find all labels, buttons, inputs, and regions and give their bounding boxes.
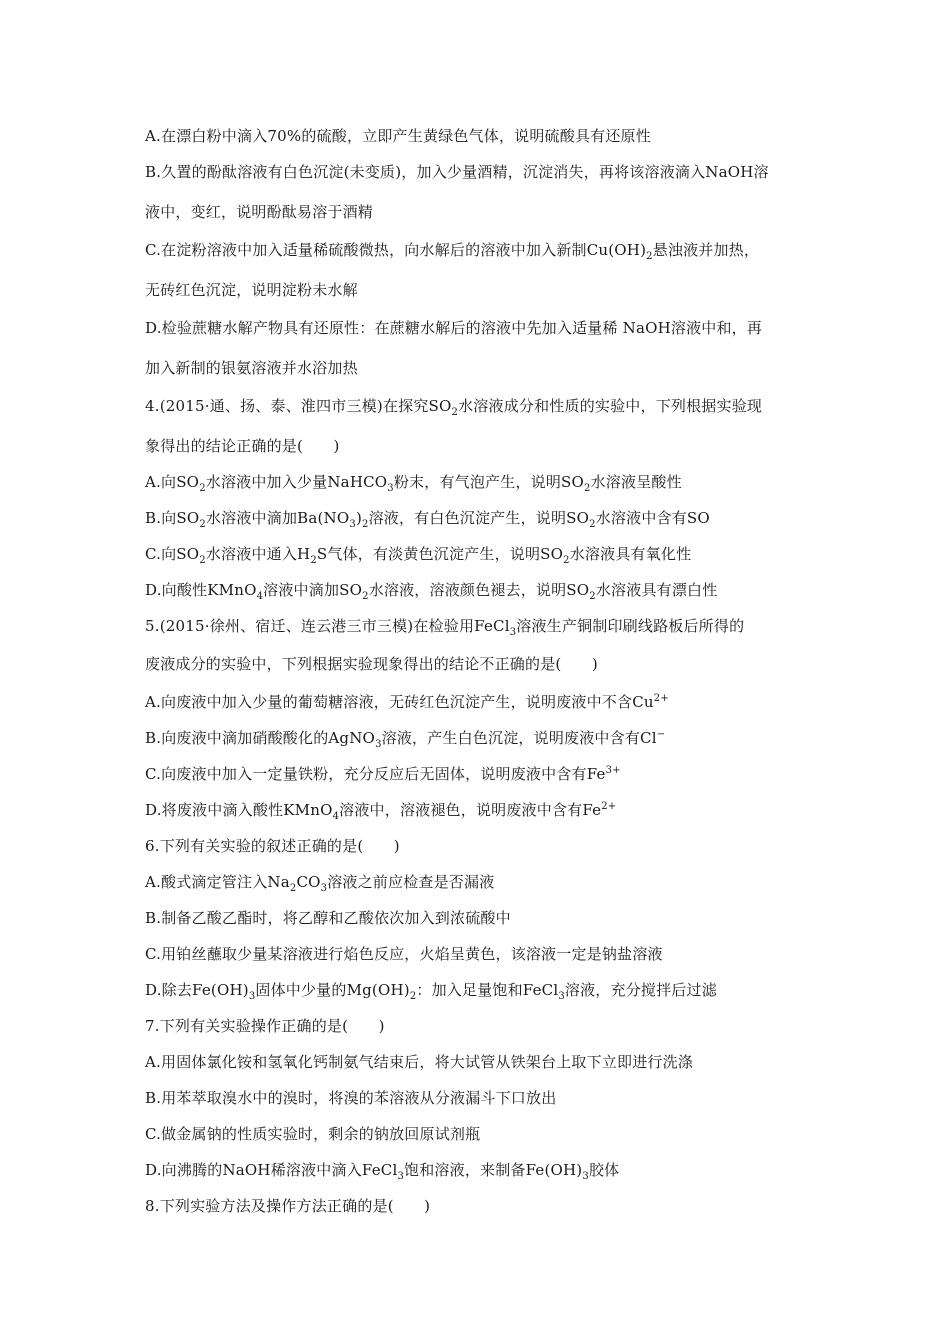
option-d-q4: D.向酸性KMnO$_4$溶液中滴加$SO_2$水溶液，溶液颜色褪去，说明$SO_2$水溶液具有漂白性 (145, 581, 718, 602)
question-6: 6.下列有关实验的叙述正确的是( ) (145, 837, 400, 855)
question-4-cont: 象得出的结论正确的是( ) (145, 437, 340, 455)
option-c-q5: C.向废液中加入一定量铁粉，充分反应后无固体，说明废液中含有$Fe^{3+}$ (145, 765, 621, 783)
question-5-cont: 废液成分的实验中，下列根据实验现象得出的结论不正确的是( ) (145, 655, 598, 673)
option-d-q3: D.检验蔗糖水解产物具有还原性：在蔗糖水解后的溶液中先加入适量稀 NaOH溶液中和，再 (145, 319, 763, 337)
option-d-q6: D.除去$Fe(OH)_3$固体中少量的$Mg(OH)_2$：加入足量饱和FeCl$_3$溶液，充分搅拌后过滤 (145, 981, 717, 1002)
option-c-q3: C.在淀粉溶液中加入适量稀硫酸微热，向水解后的溶液中加入新制$Cu(OH)_2$悬浊液并加热， (145, 241, 760, 262)
option-d-q5: D.将废液中滴入酸性KMnO$_4$溶液中，溶液褪色，说明废液中含有$Fe^{2+}$ (145, 801, 617, 822)
option-c-q7: C.做金属钠的性质实验时，剩余的钠放回原试剂瓶 (145, 1125, 481, 1143)
option-a-q3: A.在漂白粉中滴入70%的硫酸，立即产生黄绿色气体，说明硫酸具有还原性 (145, 127, 651, 145)
option-d-q7: D.向沸腾的NaOH稀溶液中滴入FeCl$_3$饱和溶液，来制备$Fe(OH)_3$胶体 (145, 1161, 620, 1182)
option-a-q5: A.向废液中加入少量的葡萄糖溶液，无砖红色沉淀产生，说明废液中不含$Cu^{2+}$ (145, 693, 669, 711)
option-b-q7: B.用苯萃取溴水中的溴时，将溴的苯溶液从分液漏斗下口放出 (145, 1089, 557, 1107)
option-b-q5: B.向废液中滴加硝酸酸化的AgNO$_3$溶液，产生白色沉淀，说明废液中含有Cl− (145, 729, 666, 750)
question-8: 8.下列实验方法及操作方法正确的是( ) (145, 1197, 431, 1215)
option-b-q6: B.制备乙酸乙酯时，将乙醇和乙酸依次加入到浓硫酸中 (145, 909, 511, 927)
question-4: 4.(2015·通、扬、泰、淮四市三模)在探究$SO_2$水溶液成分和性质的实验中，下列根据实验现 (145, 397, 763, 418)
question-5: 5.(2015·徐州、宿迁、连云港三市三模)在检验用FeCl$_3$溶液生产铜制印刷线路板后所得的 (145, 617, 745, 638)
option-a-q6: A.酸式滴定管注入$Na_2CO_3$溶液之前应检查是否漏液 (145, 873, 495, 894)
option-a-q4: A.向$SO_2$水溶液中加入少量NaHCO$_3$粉末，有气泡产生，说明$SO_2$水溶液呈酸性 (145, 473, 682, 494)
option-d-q3-cont: 加入新制的银氨溶液并水浴加热 (145, 359, 358, 377)
question-7: 7.下列有关实验操作正确的是( ) (145, 1017, 385, 1035)
option-c-q6: C.用铂丝蘸取少量某溶液进行焰色反应，火焰呈黄色，该溶液一定是钠盐溶液 (145, 945, 663, 963)
option-c-q4: C.向$SO_2$水溶液中通入$H_2S$气体，有淡黄色沉淀产生，说明$SO_2$水溶液具有氧化性 (145, 545, 692, 566)
option-a-q7: A.用固体氯化铵和氢氧化钙制氨气结束后，将大试管从铁架台上取下立即进行洗涤 (145, 1053, 694, 1071)
option-b-q4: B.向$SO_2$水溶液中滴加$Ba(NO_3)_2$溶液，有白色沉淀产生，说明$SO_2$水溶液中含有SO (145, 509, 710, 530)
option-c-q3-cont: 无砖红色沉淀，说明淀粉未水解 (145, 281, 358, 299)
option-b-q3: B.久置的酚酞溶液有白色沉淀(未变质)，加入少量酒精，沉淀消失，再将该溶液滴入NaOH溶 (145, 163, 769, 181)
option-b-q3-cont: 液中，变红，说明酚酞易溶于酒精 (145, 203, 374, 221)
